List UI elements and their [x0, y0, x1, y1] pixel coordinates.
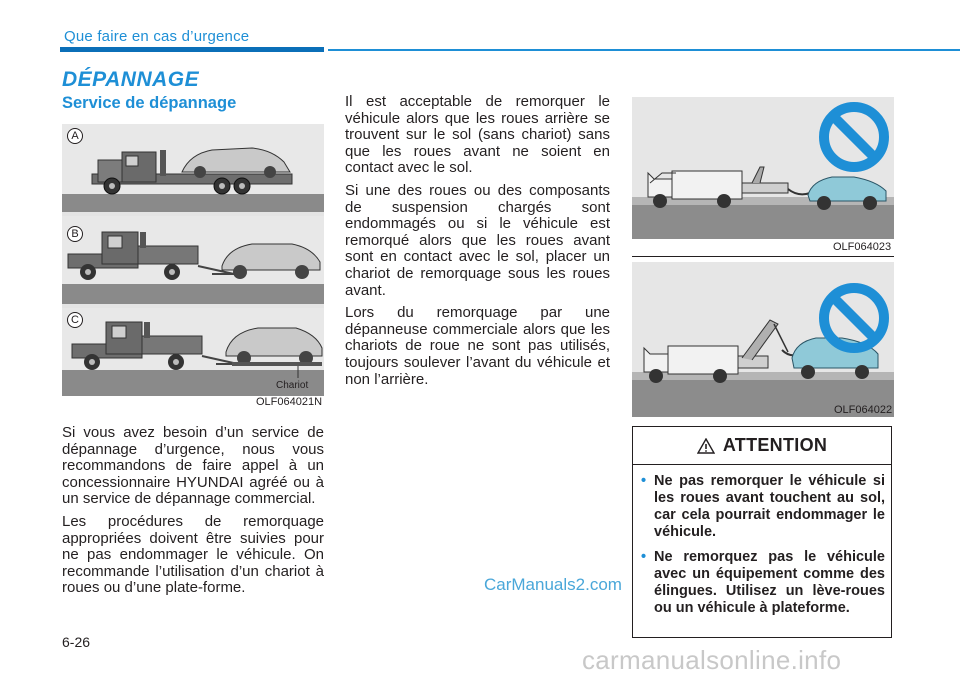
paragraph: Il est acceptable de remorquer le véhicule alors que les roues arrière se trouvent sur le sol (sans chariot) sans que les roues avant ne soient en contact avec le sol. [345, 93, 610, 177]
figure-label-a: A [67, 128, 83, 144]
column-1-text [62, 425, 324, 597]
attention-item: • Ne pas remorquer le véhicule si les roues avant touchent au sol, car cela pourrait endommager le véhicule. [641, 473, 885, 540]
watermark-carmanualsonline: carmanualsonline.info [582, 645, 842, 675]
section-title: Que faire en cas d’urgence [64, 28, 250, 45]
chariot-label: Chariot [276, 380, 309, 391]
improper-towing-drawing-2 [632, 262, 894, 417]
header-rule-dark [60, 47, 324, 52]
paragraph: Si une des roues ou des composants de suspension chargés sont endommagés ou si le véhicule est remorqué alors que les roues avant sont en contact avec le sol, placer un chariot de remorquage sous les roues avant. [345, 181, 610, 299]
attention-box [632, 426, 892, 638]
attention-header [633, 427, 891, 465]
improper-towing-illustration-1 [632, 97, 894, 239]
figure-r2-code: OLF064022 [834, 404, 893, 416]
attention-list [641, 473, 885, 625]
towing-methods-illustration [62, 124, 324, 396]
page-number: 6-26 [62, 634, 91, 650]
figure-r1-code: OLF064023 [833, 241, 892, 253]
paragraph: Si vous avez besoin d’un service de dépannage d’urgence, nous vous recommandons de faire appel à un concessionnaire HYUNDAI agréé ou à un service de dépannage commercial. [62, 424, 324, 508]
attention-item: • Ne remorquez pas le véhicule avec un équipement comme des élingues. Utilisez un lève-roues ou un véhicule à plateforme. [641, 549, 885, 616]
improper-towing-drawing-1 [632, 97, 894, 239]
main-heading: DÉPANNAGE [62, 68, 200, 91]
improper-towing-illustration-2 [632, 262, 894, 417]
subheading: Service de dépannage [62, 94, 237, 112]
figure-left-code: OLF064021N [256, 396, 323, 408]
figure-label-b: B [67, 226, 83, 242]
header-rule-light [328, 49, 960, 51]
paragraph: Lors du remorquage par une dépanneuse commerciale alors que les chariots de roue ne sont pas utilisés, toujours soulever l’avant du véhicule et non l’arrière. [345, 304, 610, 388]
figure-label-c: C [67, 312, 83, 328]
paragraph: Les procédures de remorquage appropriées doivent être suivies pour ne pas endommager le véhicule. On recommande l’utilisation d’un chariot à roues ou d’une plate-forme. [62, 512, 324, 597]
towing-methods-drawing [62, 124, 324, 396]
figure-separator [632, 256, 894, 257]
attention-title: ATTENTION [722, 435, 828, 455]
watermark-carmanuals2: CarManuals2.com [484, 575, 622, 594]
warning-triangle-icon [697, 438, 715, 454]
column-2-text [345, 94, 610, 388]
